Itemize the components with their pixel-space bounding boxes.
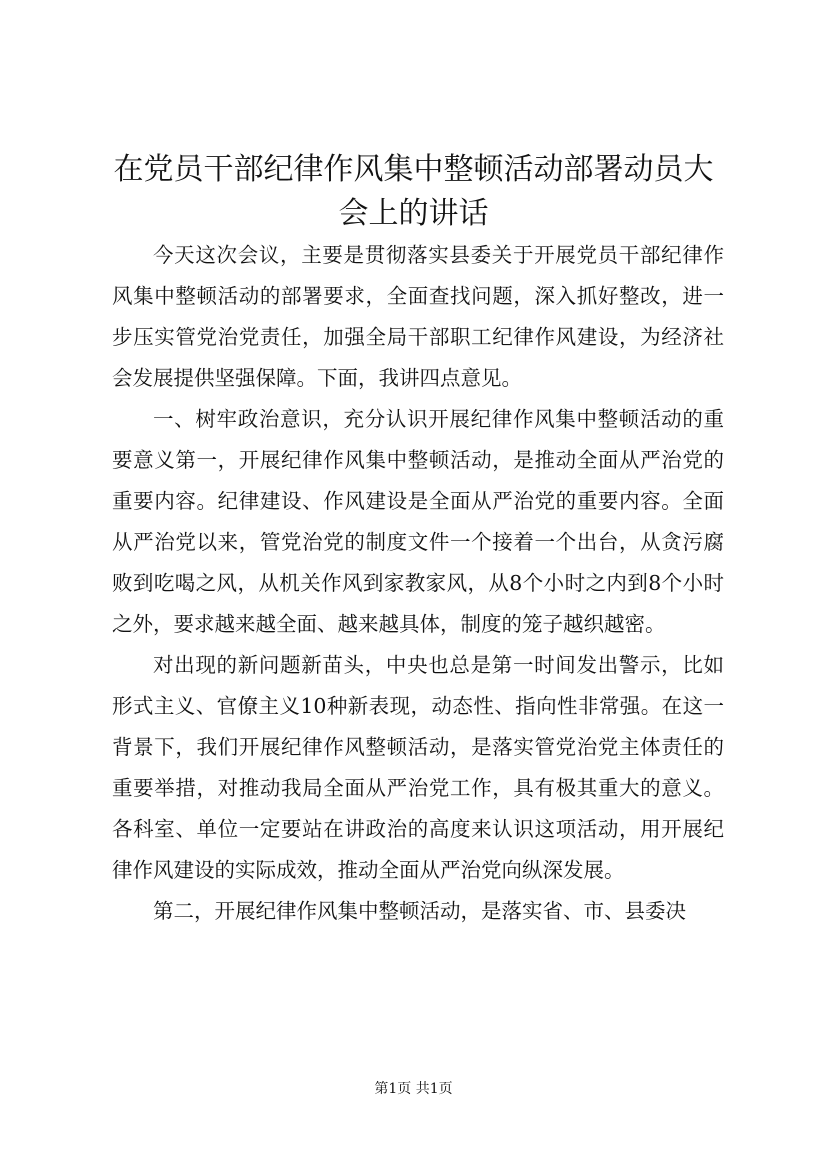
paragraph-3: 对出现的新问题新苗头，中央也总是第一时间发出警示，比如形式主义、官僚主义10种新表现，动态性、指向性非常强。在这一背景下，我们开展纪律作风整顿活动，是落实管党治党主体责任的重要举措，对推动我局全面从严治党工作，具有极其重大的意义。各科室、单位一定要站在讲政治的高度来认识这项活动，用开展纪律作风建设的实际成效，推动全面从严治党向纵深发展。 — [112, 653, 724, 882]
document-body — [112, 235, 724, 932]
paragraph-2: 一、树牢政治意识，充分认识开展纪律作风集中整顿活动的重要意义第一，开展纪律作风集中整顿活动，是推动全面从严治党的重要内容。纪律建设、作风建设是全面从严治党的重要内容。全面从严治党以来，管党治党的制度文件一个接着一个出台，从贪污腐败到吃喝之风，从机关作风到家教家风，从8个小时之内到8个小时之外，要求越来越全面、越来越具体，制度的笼子越织越密。 — [112, 407, 724, 636]
paragraph-1: 今天这次会议，主要是贯彻落实县委关于开展党员干部纪律作风集中整顿活动的部署要求，全面查找问题，深入抓好整改，进一步压实管党治党责任，加强全局干部职工纪律作风建设，为经济社会发展提供坚强保障。下面，我讲四点意见。 — [112, 243, 724, 390]
page-footer: 第1页 共1页 — [374, 1081, 453, 1097]
paragraph-4: 第二，开展纪律作风集中整顿活动，是落实省、市、县委决 — [153, 899, 686, 923]
document-title: 在党员干部纪律作风集中整顿活动部署动员大会上的讲话 — [113, 152, 714, 231]
